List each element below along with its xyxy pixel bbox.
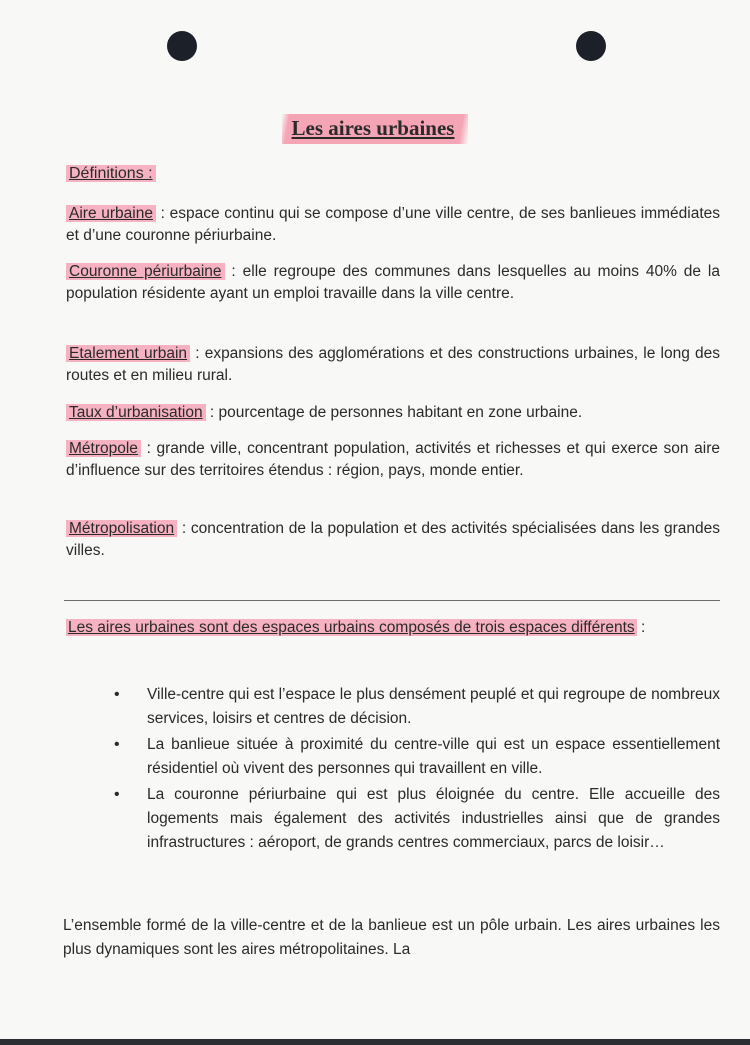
definition-etalement-urbain	[66, 343, 720, 387]
definition-term: Aire urbaine	[66, 205, 156, 222]
binder-hole-left	[167, 31, 197, 61]
urban-spaces-list	[114, 683, 720, 857]
page-title: Les aires urbaines	[0, 116, 750, 141]
list-item: • La couronne périurbaine qui est plus éloignée du centre. Elle accueille des logements mais également des activités industrielles ainsi que de grandes infrastructures : aéroport, de grands centres commerciaux, parcs de loisir…	[114, 783, 720, 855]
closing-paragraph: L’ensemble formé de la ville-centre et de la banlieue est un pôle urbain. Les aires urbaines les plus dynamiques sont les aires métropolitaines. La	[63, 917, 720, 958]
page-bottom-edge	[0, 1039, 750, 1045]
binder-hole-right	[576, 31, 606, 61]
list-item: • Ville-centre qui est l’espace le plus densément peuplé et qui regroupe de nombreux services, loisirs et centres de décision.	[114, 683, 720, 731]
list-item: • La banlieue située à proximité du centre-ville qui est un espace essentiellement résidentiel où vivent des personnes qui travaillent en ville.	[114, 733, 720, 781]
definition-metropole	[66, 438, 720, 482]
definitions-heading: Définitions :	[66, 165, 156, 183]
definition-taux-urbanisation	[66, 402, 720, 424]
section-divider	[64, 600, 720, 601]
definition-aire-urbaine	[66, 203, 720, 247]
definition-text: : elle regroupe des communes dans lesquelles au moins 40% de la population résidente ayant un emploi travaille dans la ville centre.	[66, 263, 720, 302]
definition-term: Taux d’urbanisation	[66, 404, 206, 421]
section-intro: Les aires urbaines sont des espaces urbains composés de trois espaces différents :	[68, 619, 646, 636]
definition-metropolisation	[66, 518, 720, 562]
definition-text: : grande ville, concentrant population, activités et richesses et qui exerce son aire d’influence sur des territoires étendus : région, pays, monde entier.	[66, 440, 720, 479]
definition-term: Etalement urbain	[66, 345, 190, 362]
definition-couronne-periurbaine	[66, 261, 720, 305]
definition-text: : expansions des agglomérations et des constructions urbaines, le long des routes et en milieu rural.	[66, 345, 720, 384]
definition-term: Métropolisation	[66, 520, 177, 537]
definition-text: : concentration de la population et des activités spécialisées dans les grandes villes.	[66, 520, 720, 559]
definition-text: : pourcentage de personnes habitant en zone urbaine.	[205, 404, 583, 421]
definition-term: Couronne périurbaine	[66, 263, 225, 280]
definition-text: : espace continu qui se compose d’une ville centre, de ses banlieues immédiates et d’une couronne périurbaine.	[66, 205, 720, 244]
definition-term: Métropole	[66, 440, 141, 457]
